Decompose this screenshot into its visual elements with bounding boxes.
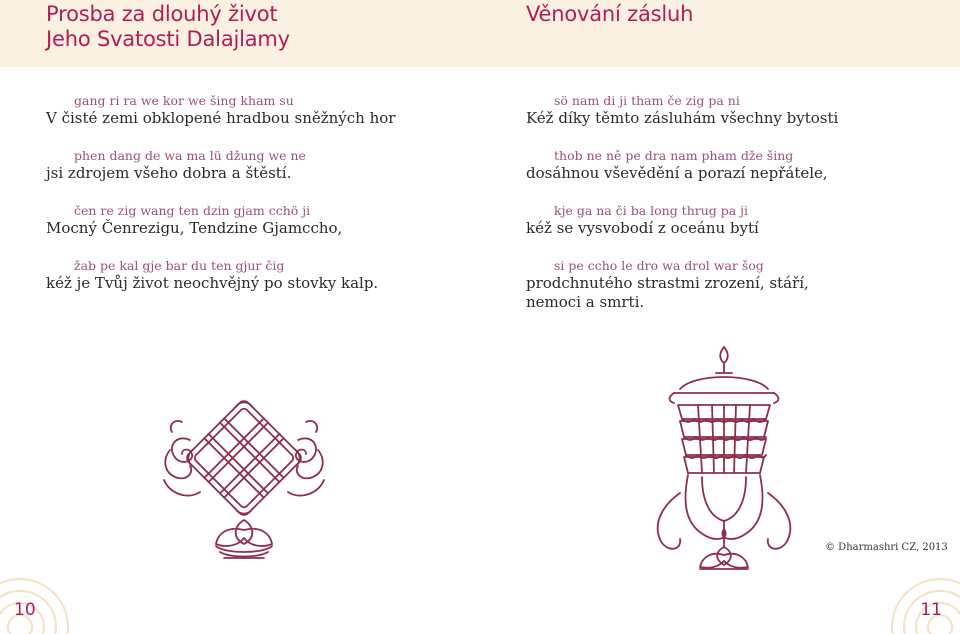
verse [46,93,446,148]
left-page-title [46,2,290,52]
verse-translation: Mocný Čenrezigu, Tendzine Gjamccho, [46,219,343,237]
verse-translation: kéž je Tvůj život neochvějný po stovky kalp. [46,274,379,292]
endless-knot-icon [160,380,328,560]
verse-translation: nemoci a smrti. [526,293,645,311]
verse-phonetic: thob ne ně pe dra nam pham dže šing [554,148,794,163]
verse [46,258,446,313]
verse [46,203,446,258]
copyright-note: © Dharmashri CZ, 2013 [825,542,948,553]
victory-banner-icon [640,343,808,575]
verse-translation: dosáhnou vševědění a porazí nepřátele, [526,164,828,182]
page-number: 11 [920,600,942,620]
verse-phonetic: kje ga na či ba long thrug pa ji [554,203,749,218]
verse-phonetic: phen dang de wa ma lü džung we ne [74,148,306,163]
verse-phonetic: sö nam di ji tham če zig pa ni [554,93,740,108]
right-page-title [526,2,693,27]
verse [526,93,946,148]
verse-phonetic: gang ri ra we kor we šing kham su [74,93,294,108]
right-verses [526,93,946,313]
verse-translation: kéž se vysvobodí z oceánu bytí [526,219,759,237]
verse-phonetic: si pe ccho le dro wa drol war šog [554,258,764,273]
right-page [480,0,960,634]
verse-phonetic: žab pe kal gje bar du ten gjur čig [74,258,285,273]
title-line-1: Prosba za dlouhý život [46,2,278,26]
left-header [0,0,480,67]
verse [526,203,946,258]
verse-translation: prodchnutého strastmi zrození, stáří, [526,274,809,292]
verse-phonetic: čen re zig wang ten dzin gjam cchö ji [74,203,311,218]
verse-translation: Kéž díky těmto zásluhám všechny bytosti [526,109,839,127]
title-line-2: Jeho Svatosti Dalajlamy [46,27,290,51]
page-number: 10 [14,600,36,620]
verse-translation: jsi zdrojem všeho dobra a štěstí. [46,164,292,182]
verse-translation: V čisté zemi obklopené hradbou sněžných hor [46,109,396,127]
verse [46,148,446,203]
right-header [480,0,960,67]
verse [526,148,946,203]
left-verses [46,93,446,313]
corner-swirl-icon [0,565,80,634]
title-line-1: Věnování zásluh [526,2,694,26]
verse [526,258,946,313]
